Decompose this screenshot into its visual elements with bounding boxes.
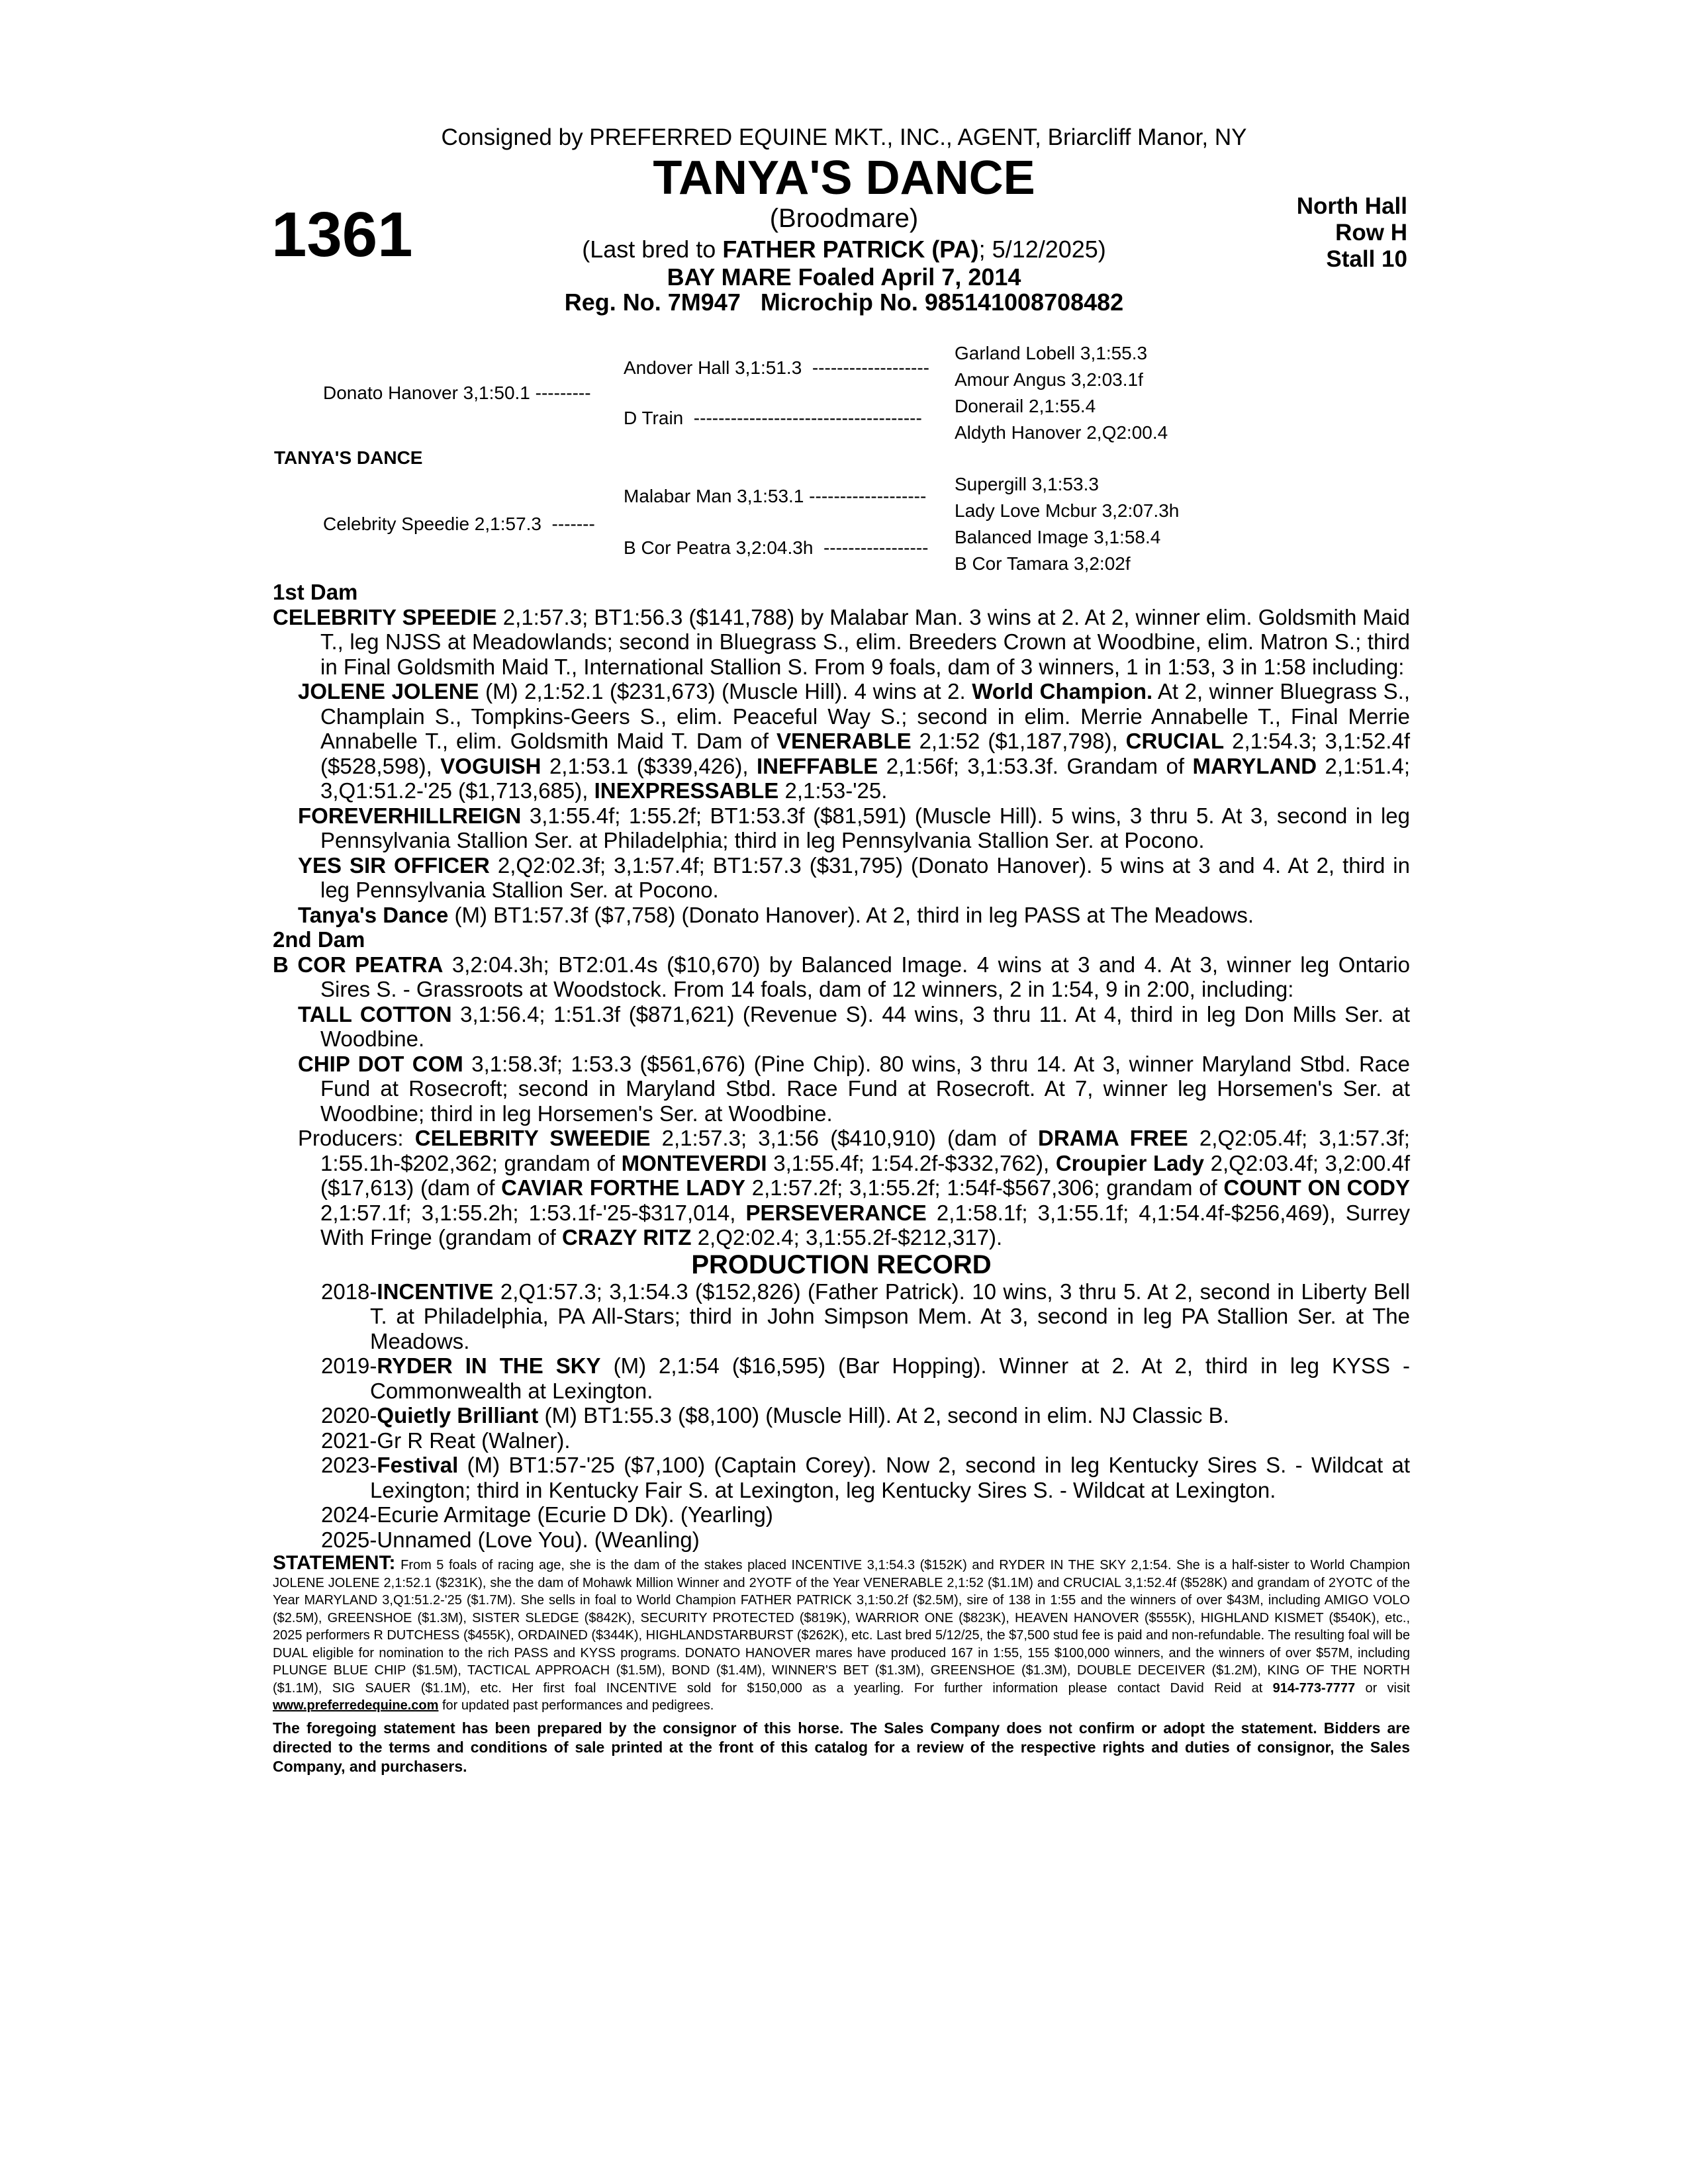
pedigree-dam-sire: Malabar Man 3,1:53.1 -------------------: [624, 486, 927, 506]
production-2019: 2019-RYDER IN THE SKY (M) 2,1:54 ($16,595) (Bar Hopping). Winner at 2. At 2, third in leg KYSS - Commonwealth at Lexington.: [321, 1353, 1410, 1403]
first-dam-heading: 1st Dam: [273, 580, 358, 604]
first-dam-paragraph: CELEBRITY SPEEDIE 2,1:57.3; BT1:56.3 ($141,788) by Malabar Man. 3 wins at 2. At 2, winner elim. Goldsmith Maid T., leg NJSS at Meadowlands; second in Bluegrass S., elim. Breeders Crown at Woodbine, elim. Matron S.; third in Final Goldsmith Maid T., International Stallion S. From 9 foals, dam of 3 winners, 1 in 1:53, 3 in 1:58 including:: [273, 604, 1411, 679]
pedigree-g4: Aldyth Hanover 2,Q2:00.4: [955, 422, 1168, 443]
produce-foreverhillreign: FOREVERHILLREIGN 3,1:55.4f; 1:55.2f; BT1:53.3f ($81,591) (Muscle Hill). 5 wins, 3 thru 5. At 3, second in leg Pennsylvania Stallion Ser. at Philadelphia; third in leg Pennsylvania Stallion Ser. at Pocono.: [298, 803, 1410, 852]
barn-row: Row H: [1335, 220, 1407, 246]
production-2018: 2018-INCENTIVE 2,Q1:57.3; 3,1:54.3 ($152,826) (Father Patrick). 10 wins, 3 thru 5. At 2, second in Liberty Bell T. at Philadelphia, PA All-Stars; third in John Simpson Mem. At 3, second in leg PA Stallion Ser. at The Meadows.: [321, 1279, 1410, 1353]
pedigree-g1: Garland Lobell 3,1:55.3: [955, 343, 1148, 363]
pedigree-g6: Lady Love Mcbur 3,2:07.3h: [955, 500, 1180, 521]
pedigree-subject: TANYA'S DANCE: [274, 447, 423, 468]
produce-jolene-jolene: JOLENE JOLENE (M) 2,1:52.1 ($231,673) (Muscle Hill). 4 wins at 2. World Champion. At 2, winner Bluegrass S., Champlain S., Tompkins-Geers S., elim. Peaceful Way S.; second in elim. Merrie Annabelle T., Final Merrie Annabelle T., elim. Goldsmith Maid T. Dam of VENERABLE 2,1:52 ($1,187,798), CRUCIAL 2,1:54.3; 3,1:52.4f ($528,598), VOGUISH 2,1:53.1 ($339,426), INEFFABLE 2,1:56f; 3,1:53.3f. Grandam of MARYLAND 2,1:51.4; 3,Q1:51.2-'25 ($1,713,685), INEXPRESSABLE 2,1:53-'25.: [298, 679, 1411, 803]
barn-stall: Stall 10: [1326, 246, 1407, 272]
website-link[interactable]: www.preferredequine.com: [273, 1698, 439, 1713]
last-bred-line: (Last bred to FATHER PATRICK (PA); 5/12/2025): [582, 236, 1106, 263]
produce-chip-dot-com: CHIP DOT COM 3,1:58.3f; 1:53.3 ($561,676) (Pine Chip). 80 wins, 3 thru 14. At 3, winner Maryland Stbd. Race Fund at Rosecroft; second in Maryland Stbd. Race Fund at Rosecroft. At 7, winner leg Horsemen's Ser. at Woodbine; third in leg Horsemen's Ser. at Woodbine.: [298, 1051, 1411, 1126]
second-dam-paragraph: B COR PEATRA 3,2:04.3h; BT2:01.4s ($10,670) by Balanced Image. 4 wins at 3 and 4. At 3, winner leg Ontario Sires S. - Grassroots at Woodstock. From 14 foals, dam of 12 winners, 2 in 1:54, 9 in 2:00, including:: [273, 952, 1410, 1001]
pedigree-g3: Donerail 2,1:55.4: [955, 396, 1096, 416]
pedigree-sire: Donato Hanover 3,1:50.1 ---------: [323, 383, 591, 403]
production-2025: 2025-Unnamed (Love You). (Weanling): [321, 1527, 700, 1552]
horse-name: TANYA'S DANCE: [653, 152, 1035, 205]
producers-paragraph: Producers: CELEBRITY SWEEDIE 2,1:57.3; 3,1:56 ($410,910) (dam of DRAMA FREE 2,Q2:05.4f; 3,1:57.3f; 1:55.1h-$202,362; grandam of MONTEVERDI 3,1:55.4f; 1:54.2f-$332,762), Croupier Lady 2,Q2:03.4f; 3,2:00.4f ($17,613) (dam of CAVIAR FORTHE LADY 2,1:57.2f; 3,1:55.2f; 1:54f-$567,306; grandam of COUNT ON CODY 2,1:57.1f; 3,1:55.2h; 1:53.1f-'25-$317,014, PERSEVERANCE 2,1:58.1f; 3,1:55.1f; 4,1:54.4f-$256,469), Surrey With Fringe (grandam of CRAZY RITZ 2,Q2:02.4; 3,1:55.2f-$212,317).: [298, 1126, 1410, 1250]
first-dam-name: CELEBRITY SPEEDIE: [273, 604, 497, 629]
statement-label: STATEMENT:: [273, 1552, 396, 1574]
barn-hall: North Hall: [1296, 193, 1407, 219]
produce-yes-sir-officer: YES SIR OFFICER 2,Q2:02.3f; 3,1:57.4f; BT1:57.3 ($31,795) (Donato Hanover). 5 wins at 3 and 4. At 2, third in leg Pennsylvania Stallion Ser. at Pocono.: [298, 852, 1410, 902]
last-bred-sire: FATHER PATRICK (PA): [722, 236, 979, 263]
contact-phone: 914-773-7777: [1272, 1680, 1356, 1696]
production-2023: 2023-Festival (M) BT1:57-'25 ($7,100) (Captain Corey). Now 2, second in leg Kentucky Sires S. - Wildcat at Lexington; third in Kentucky Fair S. at Lexington, leg Kentucky Sires S. - Wildcat at Lexington.: [321, 1453, 1410, 1502]
catalog-body: [273, 580, 1410, 1776]
pedigree-g5: Supergill 3,1:53.3: [955, 474, 1099, 494]
production-2020: 2020-Quietly Brilliant (M) BT1:55.3 ($8,100) (Muscle Hill). At 2, second in elim. NJ Classic B.: [321, 1403, 1229, 1428]
statement-paragraph: STATEMENT: From 5 foals of racing age, she is the dam of the stakes placed INCENTIVE 3,1:54.3 ($152K) and RYDER IN THE SKY 2,1:54. She is a half-sister to World Champion JOLENE JOLENE 2,1:52.1 ($231K), she the dam of Mohawk Million Winner and 2YOTF of the Year VENERABLE 2,1:52 ($1.1M) and CRUCIAL 3,1:52.4f ($528K) and grandam of 2YOTC of the Year MARYLAND 3,Q1:51.2-'25 ($1.7M). She sells in foal to World Champion FATHER PATRICK 3,1:50.2f ($2.5M), sire of 138 in 1:55 and the winners of over $43M, including AMIGO VOLO ($2.5M), GREENSHOE ($1.3M), SISTER SLEDGE ($842K), SECURITY PROTECTED ($819K), WARRIOR ONE ($823K), HEAVEN HANOVER ($555K), HIGHLAND KISMET ($540K), etc., 2025 performers R DUTCHESS ($455K), ORDAINED ($344K), HIGHLANDSTARBURST ($262K), etc. Last bred 5/12/25, the $7,500 stud fee is paid and non-refundable. The resulting foal will be DUAL eligible for nomination to the rich PASS and KYSS programs. DONATO HANOVER mares have produced 167 in 1:55, 155 $100,000 winners, and the winners of over $57M, including PLUNGE BLUE CHIP ($1.5M), TACTICAL APPROACH ($1.5M), BOND ($1.4M), WINNER'S BET ($1.3M), GREENSHOE ($1.3M), DOUBLE DECEIVER ($1.2M), KING OF THE NORTH ($1.1M), SIG SAUER ($1.1M), etc. Her first foal INCENTIVE sold for $150,000 as a yearling. For further information please contact David Reid at 914-773-7777 or visit www.preferredequine.com for updated past performances and pedigrees.: [273, 1552, 1411, 1713]
foaled-line: BAY MARE Foaled April 7, 2014: [667, 263, 1021, 291]
produce-tall-cotton: TALL COTTON 3,1:56.4; 1:51.3f ($871,621) (Revenue S). 44 wins, 3 thru 11. At 4, third in leg Don Mills Ser. at Woodbine.: [298, 1001, 1410, 1051]
pedigree-g7: Balanced Image 3,1:58.4: [955, 527, 1161, 547]
produce-tanyas-dance: Tanya's Dance (M) BT1:57.3f ($7,758) (Donato Hanover). At 2, third in leg PASS at The Meadows.: [298, 902, 1254, 927]
pedigree-g8: B Cor Tamara 3,2:02f: [955, 553, 1131, 574]
pedigree-g2: Amour Angus 3,2:03.1f: [955, 369, 1143, 390]
disclaimer-paragraph: The foregoing statement has been prepared by the consignor of this horse. The Sales Company does not confirm or adopt the statement. Bidders are directed to the terms and conditions of sale printed at the front of this catalog for a review of the respective rights and duties of consignor, the Sales Company, and purchasers.: [273, 1719, 1410, 1775]
consignor-line: Consigned by PREFERRED EQUINE MKT., INC., AGENT, Briarcliff Manor, NY: [441, 124, 1247, 150]
pedigree-dam: Celebrity Speedie 2,1:57.3 -------: [323, 514, 595, 534]
registration-line: Reg. No. 7M947 Microchip No. 985141008708482: [564, 289, 1124, 316]
production-record-heading: PRODUCTION RECORD: [691, 1250, 992, 1279]
hip-number: 1361: [271, 199, 413, 270]
production-2024: 2024-Ecurie Armitage (Ecurie D Dk). (Yearling): [321, 1502, 773, 1527]
production-2021: 2021-Gr R Reat (Walner).: [321, 1428, 571, 1453]
pedigree-sire-sire: Andover Hall 3,1:51.3 -------------------: [624, 357, 929, 378]
horse-type: (Broodmare): [769, 204, 919, 233]
pedigree-dam-dam: B Cor Peatra 3,2:04.3h -----------------: [624, 537, 929, 558]
second-dam-heading: 2nd Dam: [273, 927, 365, 952]
pedigree-sire-dam: D Train -------------------------------------: [624, 408, 922, 428]
